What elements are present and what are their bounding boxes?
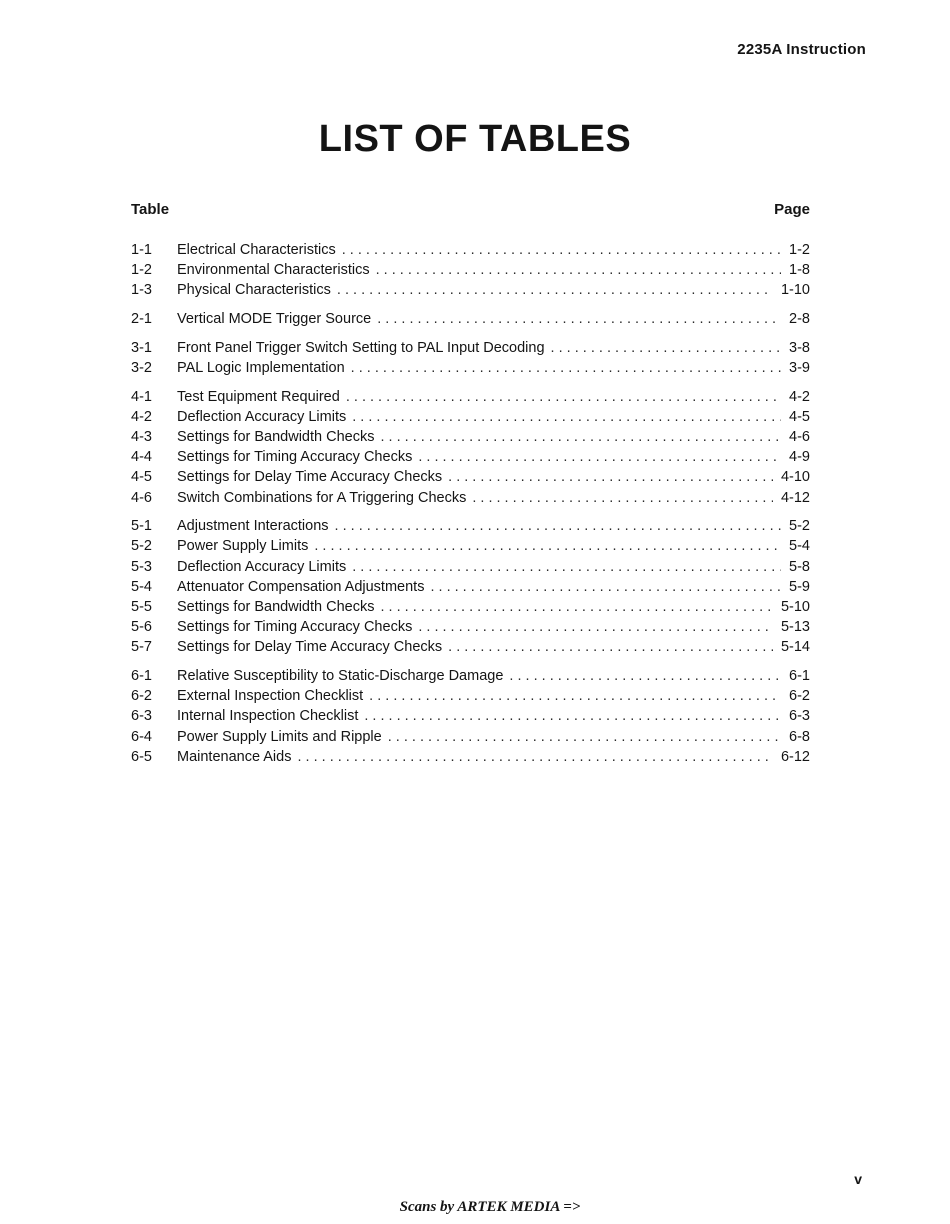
table-list [131,240,810,776]
table-page-number: 4-12 [780,489,810,506]
table-page-number: 5-4 [789,538,810,555]
table-number: 6-2 [131,688,152,705]
table-page-number: 5-8 [789,558,810,575]
table-number: 4-2 [131,408,152,425]
dot-leader [472,488,773,508]
table-title: Settings for Delay Time Accuracy Checks [177,469,443,486]
dot-leader [352,557,781,577]
table-entry[interactable] [131,747,810,767]
table-group [131,309,810,329]
dot-leader [346,387,781,407]
dot-leader [388,727,781,747]
table-number: 1-1 [131,242,152,258]
dot-leader [364,706,781,726]
table-number: 1-3 [131,282,152,299]
document-header-title: 2235A Instruction [737,41,866,58]
table-number: 2-1 [131,311,152,328]
table-page-number: 4-2 [789,388,810,405]
table-title: Deflection Accuracy Limits [177,408,347,425]
dot-leader [297,747,773,767]
table-title: Settings for Timing Accuracy Checks [177,619,413,636]
dot-leader [369,686,781,706]
table-page-number: 5-9 [789,578,810,595]
table-number: 5-7 [131,639,152,656]
table-entry[interactable] [131,727,810,747]
table-page-number: 6-1 [789,668,810,685]
table-page-number: 6-2 [789,688,810,705]
table-entry[interactable] [131,338,810,358]
dot-leader [448,467,773,487]
dot-leader [509,666,781,686]
table-entry[interactable] [131,557,810,577]
table-number: 5-5 [131,599,152,615]
table-number: 6-1 [131,668,152,685]
dot-leader [335,516,782,536]
table-entry[interactable] [131,260,810,280]
table-title: Front Panel Trigger Switch Setting to PAL Input Decoding [177,339,545,356]
table-page-number: 2-8 [789,311,810,328]
scan-credit-footer: Scans by ARTEK MEDIA => [399,1199,581,1215]
dot-leader [352,407,781,427]
table-number: 5-6 [131,619,152,636]
table-number: 3-2 [131,359,152,376]
dot-leader [418,617,773,637]
table-group [131,666,810,767]
table-group [131,338,810,378]
table-title: Settings for Timing Accuracy Checks [177,449,413,466]
table-number: 4-1 [131,388,152,405]
table-number: 3-1 [131,339,152,356]
table-page-number: 5-10 [780,599,810,615]
table-number: 5-4 [131,578,152,595]
table-entry[interactable] [131,706,810,726]
dot-leader [380,597,773,617]
dot-leader [380,427,781,447]
table-page-number: 3-8 [789,339,810,356]
table-page-number: 1-8 [789,262,810,279]
table-entry[interactable] [131,427,810,447]
dot-leader [430,577,781,597]
table-group [131,516,810,657]
table-title: Electrical Characteristics [177,242,336,258]
table-number: 6-3 [131,708,152,725]
table-title: Deflection Accuracy Limits [177,558,347,575]
table-page-number: 4-5 [789,408,810,425]
dot-leader [551,338,781,358]
table-number: 5-2 [131,538,152,555]
table-entry[interactable] [131,617,810,637]
table-entry[interactable] [131,280,810,300]
table-number: 4-6 [131,489,152,506]
table-title: Attenuator Compensation Adjustments [177,578,425,595]
table-entry[interactable] [131,387,810,407]
table-page-number: 6-8 [789,728,810,745]
table-title: Settings for Bandwidth Checks [177,599,375,615]
table-page-number: 5-13 [780,619,810,636]
table-page-number: 6-3 [789,708,810,725]
page-title: LIST OF TABLES [318,118,632,160]
table-number: 1-2 [131,262,152,279]
table-entry[interactable] [131,597,810,617]
table-group [131,240,810,301]
table-entry[interactable] [131,516,810,536]
dot-leader [418,447,781,467]
table-group [131,387,810,508]
table-page-number: 4-6 [789,429,810,445]
table-entry[interactable] [131,358,810,378]
table-entry[interactable] [131,666,810,686]
table-title: Settings for Delay Time Accuracy Checks [177,639,443,656]
table-number: 4-5 [131,469,152,486]
table-title: Switch Combinations for A Triggering Checks [177,489,467,506]
table-page-number: 5-2 [789,518,810,535]
table-entry[interactable] [131,467,810,487]
table-page-number: 1-10 [780,282,810,299]
table-title: Vertical MODE Trigger Source [177,311,372,328]
table-title: Settings for Bandwidth Checks [177,429,375,445]
dot-leader [342,240,781,260]
table-entry[interactable] [131,447,810,467]
table-title: Internal Inspection Checklist [177,708,359,725]
table-title: Relative Susceptibility to Static-Discharge Damage [177,668,504,685]
table-entry[interactable] [131,309,810,329]
page-number: v [854,1171,862,1187]
table-entry[interactable] [131,488,810,508]
table-page-number: 4-9 [789,449,810,466]
dot-leader [314,536,781,556]
table-number: 6-5 [131,748,152,765]
dot-leader [448,637,773,657]
table-page-number: 5-14 [780,639,810,656]
page-column-label: Page [774,201,810,218]
table-number: 4-4 [131,449,152,466]
table-title: PAL Logic Implementation [177,359,345,376]
table-title: Test Equipment Required [177,388,340,405]
table-page-number: 4-10 [780,469,810,486]
table-entry[interactable] [131,536,810,556]
table-entry[interactable] [131,637,810,657]
table-page-number: 6-12 [780,748,810,765]
table-title: Physical Characteristics [177,282,331,299]
table-entry[interactable] [131,407,810,427]
table-title: Adjustment Interactions [177,518,329,535]
table-page-number: 3-9 [789,359,810,376]
dot-leader [376,260,781,280]
table-entry[interactable] [131,240,810,260]
table-title: Maintenance Aids [177,748,292,765]
table-title: Power Supply Limits [177,538,309,555]
table-entry[interactable] [131,686,810,706]
table-number: 5-1 [131,518,152,535]
table-title: External Inspection Checklist [177,688,364,705]
table-page-number: 1-2 [789,242,810,258]
table-title: Environmental Characteristics [177,262,370,279]
table-number: 4-3 [131,429,152,445]
table-entry[interactable] [131,577,810,597]
table-number: 5-3 [131,558,152,575]
dot-leader [351,358,781,378]
table-title: Power Supply Limits and Ripple [177,728,382,745]
dot-leader [337,280,773,300]
dot-leader [377,309,781,329]
table-column-label: Table [131,201,170,218]
table-number: 6-4 [131,728,152,745]
